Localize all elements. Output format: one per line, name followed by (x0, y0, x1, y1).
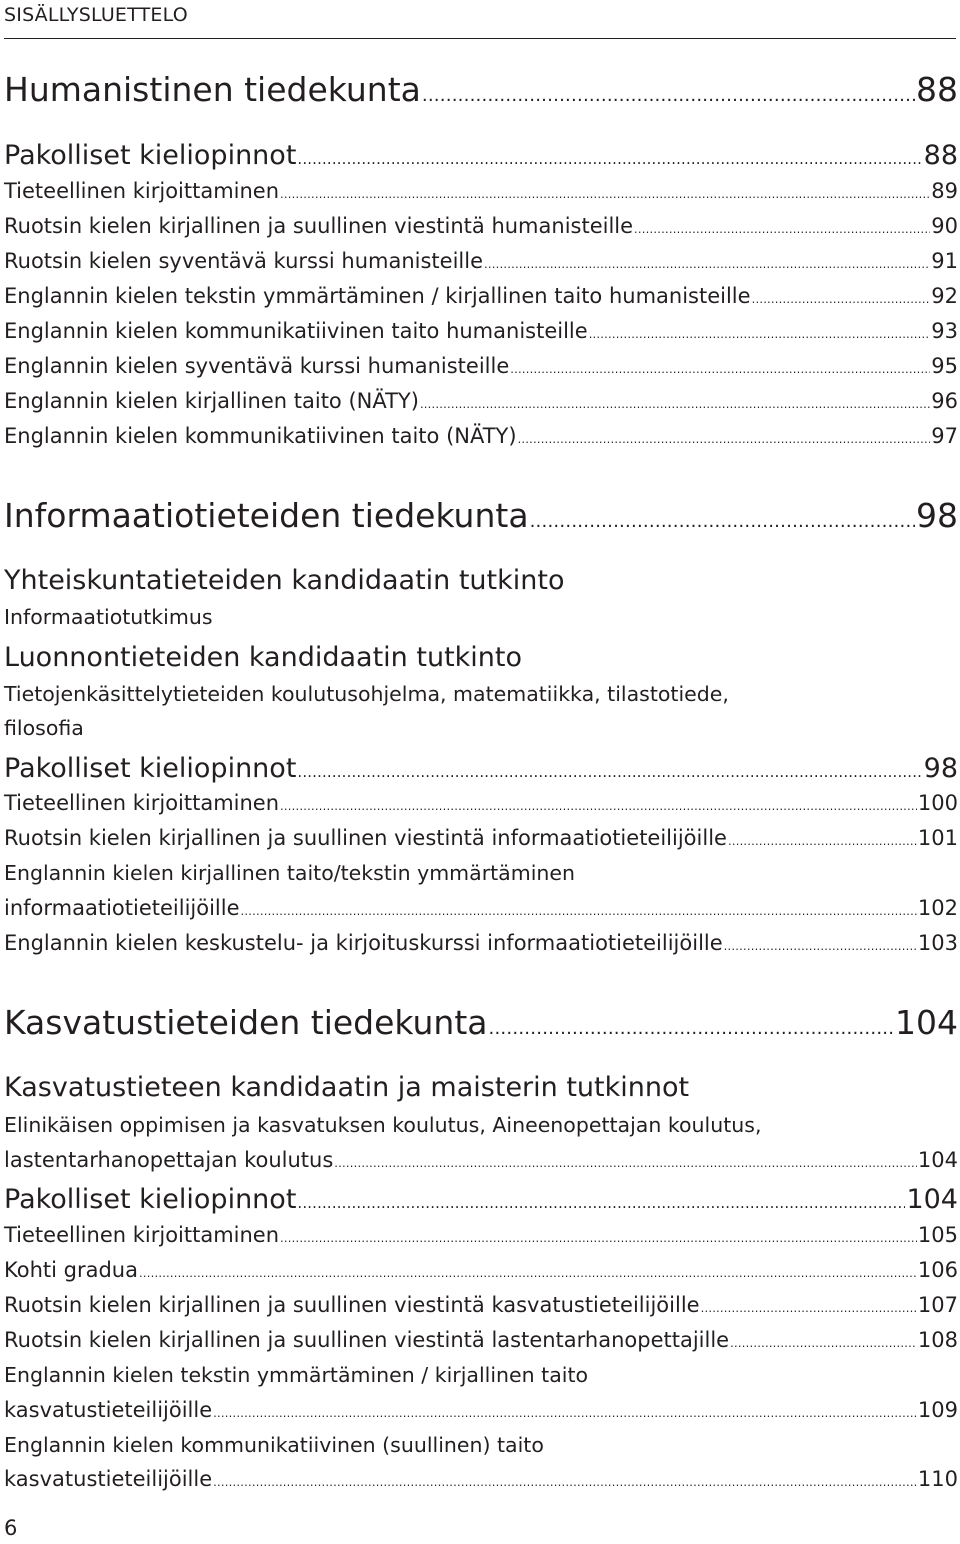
toc-entry[interactable] (4, 389, 958, 413)
toc-title: kasvatustieteilijöille (4, 1398, 213, 1422)
toc-entry[interactable] (4, 1258, 958, 1282)
toc-page-number: 100 (917, 791, 958, 815)
toc-title: Pakolliset kieliopinnot (4, 753, 297, 784)
toc-page-number: 89 (931, 179, 958, 203)
dot-leader (297, 763, 922, 781)
toc-title: Elinikäisen oppimisen ja kasvatuksen koulutus, Aineenopettajan koulutus, (4, 1113, 762, 1137)
dot-leader (241, 904, 917, 918)
toc-entry[interactable] (4, 791, 958, 815)
toc-title: Ruotsin kielen kirjallinen ja suullinen viestintä informaatiotieteilijöille (4, 826, 727, 850)
toc-entry[interactable] (4, 319, 958, 343)
dot-leader (420, 397, 930, 411)
dot-leader (752, 292, 931, 306)
toc-page-number: 104 (906, 1184, 958, 1215)
toc-title: filosofia (4, 716, 84, 740)
toc-entry[interactable] (4, 931, 958, 955)
toc-page-number: 102 (917, 896, 958, 920)
toc-page-number: 103 (917, 931, 958, 955)
toc-title: Kohti gradua (4, 1258, 138, 1282)
toc-page-number: 105 (917, 1223, 958, 1247)
toc-entry[interactable] (4, 214, 958, 238)
section-heading[interactable] (4, 753, 958, 784)
toc-entry[interactable] (4, 896, 958, 920)
toc-subheading (4, 1433, 958, 1457)
toc-entry[interactable] (4, 284, 958, 308)
toc-page-number: 104 (917, 1148, 958, 1172)
toc-title: Englannin kielen kommunikatiivinen taito humanisteille (4, 319, 588, 343)
section-heading[interactable] (4, 140, 958, 171)
faculty-heading[interactable] (4, 496, 958, 535)
toc-entry[interactable] (4, 1223, 958, 1247)
toc-title: Ruotsin kielen kirjallinen ja suullinen viestintä lastentarhanopettajille (4, 1328, 730, 1352)
toc-subheading (4, 682, 958, 706)
dot-leader (422, 85, 915, 106)
toc-title: Ruotsin kielen syventävä kurssi humanisteille (4, 249, 484, 273)
toc-title: Kasvatustieteen kandidaatin ja maisterin tutkinnot (4, 1072, 690, 1103)
dot-leader (213, 1406, 917, 1420)
toc-title: kasvatustieteilijöille (4, 1467, 213, 1491)
toc-title: Englannin kielen kommunikatiivinen (suullinen) taito (4, 1433, 544, 1457)
header-rule (4, 38, 956, 39)
toc-page-number: 106 (917, 1258, 958, 1282)
toc-page-number: 92 (931, 284, 958, 308)
toc-title: Yhteiskuntatieteiden kandidaatin tutkinto (4, 565, 565, 596)
dot-leader (280, 799, 917, 813)
dot-leader (280, 187, 930, 201)
section-heading (4, 1072, 958, 1103)
toc-title: Informaatiotutkimus (4, 605, 213, 629)
toc-title: Pakolliset kieliopinnot (4, 1184, 297, 1215)
toc-title: Englannin kielen kommunikatiivinen taito (NÄTY) (4, 424, 517, 448)
toc-title: Ruotsin kielen kirjallinen ja suullinen viestintä kasvatustieteilijöille (4, 1293, 700, 1317)
dot-leader (730, 1336, 917, 1350)
dot-leader (484, 257, 930, 271)
toc-title: Informaatiotieteiden tiedekunta (4, 496, 529, 535)
toc-entry[interactable] (4, 1293, 958, 1317)
toc-entry[interactable] (4, 1467, 958, 1491)
toc-page-number: 95 (931, 354, 958, 378)
toc-title: informaatiotieteilijöille (4, 896, 240, 920)
section-heading[interactable] (4, 1184, 958, 1215)
toc-page-number: 104 (895, 1003, 958, 1042)
toc-entry[interactable] (4, 1328, 958, 1352)
toc-title: Englannin kielen syventävä kurssi humanisteille (4, 354, 510, 378)
dot-leader (139, 1266, 917, 1280)
toc-page-number: 108 (917, 1328, 958, 1352)
toc-page-number: 109 (917, 1398, 958, 1422)
toc-subheading (4, 716, 958, 740)
dot-leader (213, 1475, 917, 1489)
dot-leader (297, 1194, 905, 1212)
toc-title: Humanistinen tiedekunta (4, 70, 421, 109)
toc-entry[interactable] (4, 249, 958, 273)
toc-subheading (4, 861, 958, 885)
toc-title: Englannin kielen tekstin ymmärtäminen / kirjallinen taito humanisteille (4, 284, 751, 308)
toc-page-number: 90 (931, 214, 958, 238)
page-number: 6 (4, 1516, 18, 1540)
toc-title: Luonnontieteiden kandidaatin tutkinto (4, 642, 523, 673)
dot-leader (510, 362, 930, 376)
toc-entry[interactable] (4, 826, 958, 850)
dot-leader (280, 1231, 917, 1245)
dot-leader (701, 1301, 917, 1315)
toc-page-number: 98 (916, 496, 958, 535)
toc-title: Englannin kielen kirjallinen taito/tekstin ymmärtäminen (4, 861, 576, 885)
toc-page-number: 88 (916, 70, 958, 109)
dot-leader (518, 432, 931, 446)
dot-leader (297, 150, 922, 168)
toc-subheading (4, 1363, 958, 1387)
toc-entry[interactable] (4, 424, 958, 448)
toc-page-number: 91 (931, 249, 958, 273)
toc-page-number: 98 (923, 753, 958, 784)
toc-entry[interactable] (4, 1398, 958, 1422)
toc-title: Kasvatustieteiden tiedekunta (4, 1003, 488, 1042)
toc-page-number: 110 (917, 1467, 958, 1491)
dot-leader (334, 1156, 917, 1170)
toc-page-number: 96 (931, 389, 958, 413)
toc-subheading (4, 605, 958, 629)
toc-entry[interactable] (4, 354, 958, 378)
toc-title: Ruotsin kielen kirjallinen ja suullinen viestintä humanisteille (4, 214, 634, 238)
toc-page-number: 93 (931, 319, 958, 343)
dot-leader (589, 327, 931, 341)
toc-title: Tieteellinen kirjoittaminen (4, 1223, 280, 1247)
section-heading (4, 565, 958, 596)
toc-title: Pakolliset kieliopinnot (4, 140, 297, 171)
toc-page-number: 101 (917, 826, 958, 850)
toc-page-number: 97 (931, 424, 958, 448)
faculty-heading[interactable] (4, 1003, 958, 1042)
toc-page-number: 88 (923, 140, 958, 171)
toc-title: Englannin kielen tekstin ymmärtäminen / kirjallinen taito (4, 1363, 589, 1387)
toc-entry[interactable] (4, 179, 958, 203)
toc-page-number: 107 (917, 1293, 958, 1317)
toc-title: lastentarhanopettajan koulutus (4, 1148, 334, 1172)
section-heading (4, 642, 958, 673)
faculty-heading[interactable] (4, 70, 958, 109)
dot-leader (530, 511, 915, 532)
toc-title: Tieteellinen kirjoittaminen (4, 179, 280, 203)
toc-title: Tieteellinen kirjoittaminen (4, 791, 280, 815)
toc-subheading (4, 1113, 958, 1137)
toc-title: Englannin kielen kirjallinen taito (NÄTY) (4, 389, 419, 413)
toc-entry[interactable] (4, 1148, 958, 1172)
dot-leader (728, 834, 917, 848)
dot-leader (634, 222, 930, 236)
dot-leader (724, 939, 917, 953)
running-header: SISÄLLYSLUETTELO (4, 4, 188, 26)
toc-title: Englannin kielen keskustelu- ja kirjoituskurssi informaatiotieteilijöille (4, 931, 723, 955)
dot-leader (489, 1018, 895, 1039)
toc-title: Tietojenkäsittelytieteiden koulutusohjelma, matematiikka, tilastotiede, (4, 682, 729, 706)
